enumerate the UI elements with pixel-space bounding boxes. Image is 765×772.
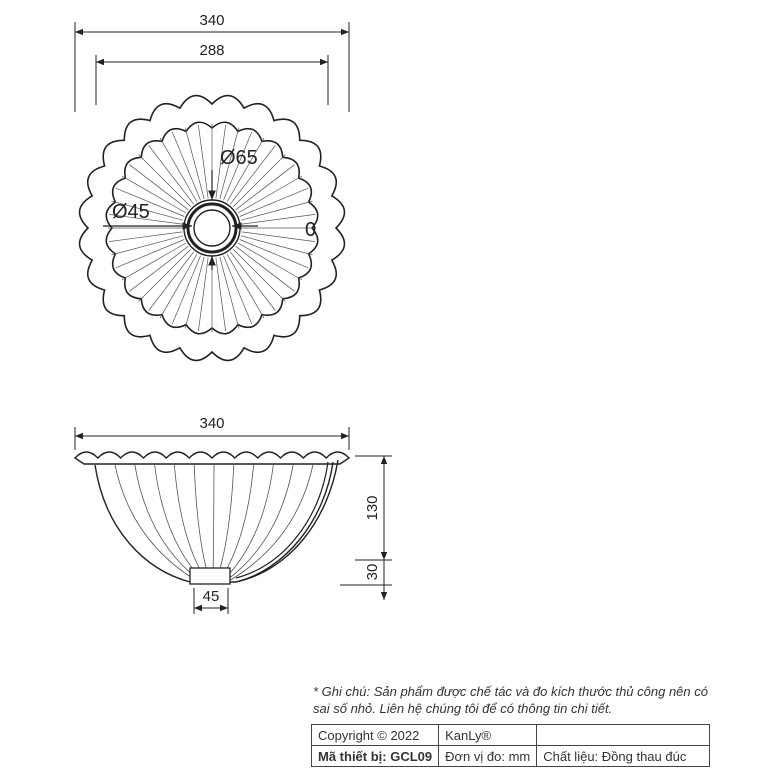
- rib-line: [198, 125, 208, 198]
- rib-line: [216, 258, 226, 331]
- bowl-height-label: 130: [364, 495, 381, 521]
- side-flute-line: [231, 464, 314, 580]
- device-code: Mã thiết bị: GCL09: [312, 746, 439, 767]
- side-rim-scallops: [75, 452, 349, 464]
- rib-line: [139, 249, 191, 301]
- side-flute-line: [135, 464, 199, 580]
- bowl-wall-thickness: [236, 460, 338, 582]
- drain-outer-label: Ø65: [220, 147, 258, 169]
- rib-line: [139, 155, 191, 207]
- side-flute-line: [115, 464, 196, 580]
- side-flute-line: [227, 464, 293, 580]
- side-rim: [75, 452, 349, 464]
- title-block-row-2: [312, 746, 710, 767]
- note-line-2: sai số nhỏ. Liên hệ chúng tôi để có thông tin chi tiết.: [313, 701, 613, 716]
- title-block-row-1: [312, 725, 710, 746]
- side-flute-line: [220, 464, 254, 580]
- side-flute-line: [174, 464, 206, 580]
- rib-line: [112, 236, 184, 255]
- side-view: [75, 415, 392, 614]
- side-flute-line: [213, 464, 214, 580]
- outer-diameter-label: 340: [199, 12, 225, 29]
- base-width-label: 45: [202, 588, 220, 605]
- note: [313, 683, 753, 717]
- rib-line: [220, 257, 239, 329]
- rib-line: [233, 249, 285, 301]
- note-line-1: * Ghi chú: Sản phẩm được chế tác và đo kích thước thủ công nên có: [313, 684, 708, 699]
- rib-line: [109, 232, 182, 242]
- side-width-label: 340: [199, 415, 225, 432]
- center-mark-label: 0: [305, 219, 317, 241]
- unit: Đơn vị đo: mm: [439, 746, 537, 767]
- empty-cell: [537, 725, 710, 746]
- title-block: [311, 724, 710, 767]
- copyright: Copyright © 2022: [312, 725, 439, 746]
- rib-line: [185, 257, 204, 329]
- drain-base: [190, 568, 230, 584]
- rib-line: [241, 201, 313, 220]
- side-flutes: [115, 464, 313, 580]
- base-height-label: 30: [364, 563, 381, 581]
- inner-diameter-label: 288: [199, 42, 225, 59]
- top-view: [75, 12, 349, 360]
- drain-inner-label: Ø45: [112, 201, 150, 223]
- drain-hole: [194, 210, 230, 246]
- rib-line: [198, 258, 208, 331]
- side-flute-line: [217, 464, 234, 580]
- rib-line: [241, 236, 313, 255]
- side-flute-line: [224, 464, 274, 580]
- rib-line: [185, 128, 204, 200]
- material: Chất liệu: Đồng thau đúc: [537, 746, 710, 767]
- brand: KanLy®: [439, 725, 537, 746]
